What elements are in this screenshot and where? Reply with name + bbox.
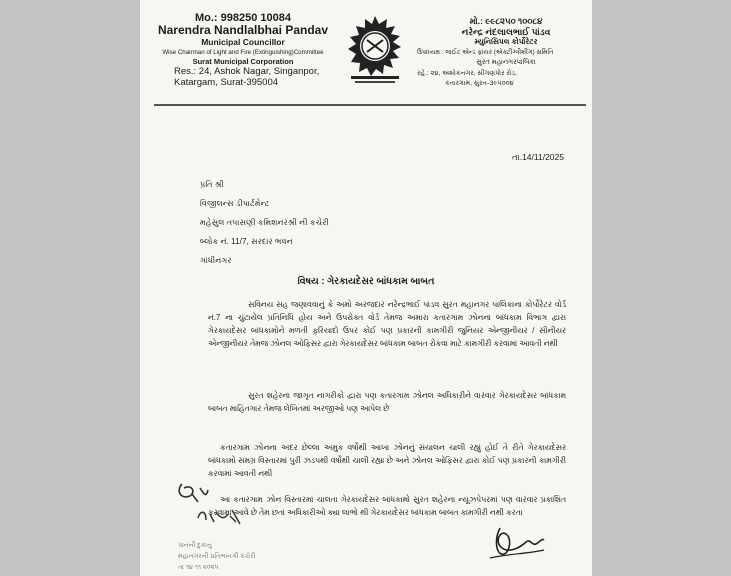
- address-line1-gu: રહે.: ૨૪, અશોકનગર, સીંગણપોર રોડ,: [417, 69, 517, 77]
- committee-role-gu: ઉપાધ્યક્ષ : લાઈટ એન્ડ ફાયર (એક્ટીંગ્વીશીંગ) સમિતિ: [417, 48, 554, 56]
- committee-role-en: Wise Chairman of Light and Fire (Extinguishing)Committee: [162, 49, 324, 56]
- stamp-line-3: તા ૧૪ ૧૧ ૨૦૨૫: [178, 564, 219, 571]
- subject-line: વિષય : ગેરકાયદેસર બાંધકામ બાબત: [297, 276, 435, 287]
- recipient-department: વિજીલન્સ ડીપાર્ટમેન્ટ: [200, 199, 270, 208]
- mobile-number-gu: મો.: ૯૯૮૨૫૦ ૧૦૦૮૪: [469, 16, 543, 26]
- letterhead-divider: [154, 104, 586, 106]
- mobile-number-en: Mo.: 998250 10084: [194, 12, 291, 24]
- designation-gu: મ્યુનિસિપલ કોર્પોરેટર: [474, 37, 538, 46]
- left-margin: [0, 0, 140, 576]
- body-paragraph-4: આ કતારગામ ઝોન વિસ્તારમાં ચાલતા ગેરકાયદેસર બાંધકામો સુરત શહેરના ન્યૂઝપેપરમાં પણ વારંવાર પ્રકાશિત કરવામાં આવે છે તેમ છતાં અધિકારીઓ ક્યા લાભો થી ગેરકાયદેસર બાંધકામ બાબત કામગીરી નથી કરતા: [208, 495, 566, 517]
- signature: [486, 520, 546, 564]
- recipient-salutation: પ્રતિ શ્રી: [200, 180, 224, 189]
- handwritten-note: [170, 480, 260, 540]
- recipient-office: મહેસુલ તપાસણી કમિશનરશ્રી ની કચેરી: [200, 218, 329, 227]
- letter-date: તા.14/11/2025: [512, 152, 564, 162]
- body-paragraph-3: કતારગામ ઝોનના અંદર છેલ્લા અમુક વર્ષોથી આખા ઝોનનું સંચાલન ચાલી રહ્યું હોઈ તે રીતે ગેરકાયદેસર બાંધકામો સમગ્ર વિસ્તારમાં પુરી ઝડપથી વર્ષોથી ચાલી રહ્યા છે અને ઝોનલ ઓફિસર દ્વારા કોઈ પણ પ્રકારની કામગીરી કરવામાં આવતી નથી: [208, 443, 566, 478]
- councillor-name-en: Narendra Nandlalbhai Pandav: [157, 23, 329, 37]
- councillor-name-gu: નરેન્દ્ર નંદલાલભાઈ પાંડવ: [461, 26, 551, 37]
- corporation-gu: સુરત મહાનગરપાલિકા: [476, 59, 536, 66]
- letter-page: [140, 0, 592, 576]
- address-line1-en: Res.: 24, Ashok Nagar, Singanpor,: [174, 66, 320, 77]
- letterhead-gujarati: [417, 16, 592, 90]
- body-paragraph-2: સુરત શહેરના જાગૃત નાગરીકો દ્વારા પણ કતારગામ ઝોનલ અધિકારીને વારંવાર ગેરકાયદેસર બાંધકામ બાબત માહિતગાર તેમજ લેખિતમાં અરજીઓ પણ આપેલ છે: [208, 391, 566, 413]
- received-stamp: [178, 540, 308, 573]
- letterhead-english: [140, 13, 346, 88]
- stamp-line-2: મહાનગરની પ્રતિભાનગી કચેરી: [178, 553, 256, 560]
- stamp-line-1: પાનની દુકાનુ: [178, 542, 212, 549]
- address-line2-gu: કતારગામ, સુરત-૩૯૫૦૦૪: [445, 80, 514, 87]
- recipient-block: બ્લોક નં. 11/7, સરદાર ભવન: [200, 237, 293, 246]
- recipient-city: ગાંધીનગર: [200, 256, 232, 265]
- corporation-en: Surat Municipal Corporation: [192, 57, 294, 66]
- designation-en: Municipal Councillor: [201, 37, 285, 47]
- address-line2-en: Katargam, Surat-395004: [174, 77, 279, 88]
- body-paragraph-1: સવિનય સહ જણાવવાનું કે અમો અરજદાર નરેન્દ્રભાઈ પાંડવ સુરત મહાનગર પાલિકાના કોર્પોરેટર વોર્ડ નં.7 ના ચુંટાયેલ પ્રતિનિધિ હોય અને ઉપરોક્ત વોર્ડ તેમજ અમારા કતારગામ ઝોનના બાંધકામ વિભાગ દ્વારા ગેરકાયદેસર બાંધકામોને મળતી ફરિયાદો ઉપર કોઈ પણ પ્રકારની કામગીરી જુનિયર એન્જીનીયર / સીનીયર એન્જીનીયર તેમજ ઝોનલ ઓફિસર દ્વારા ગેરકાયદેસર બાંધકામ બાબત રોકવા માટે કામગીરી કરવામાં આવતી નથી: [208, 300, 566, 348]
- right-margin: [592, 0, 731, 576]
- party-emblem-icon: [345, 14, 405, 86]
